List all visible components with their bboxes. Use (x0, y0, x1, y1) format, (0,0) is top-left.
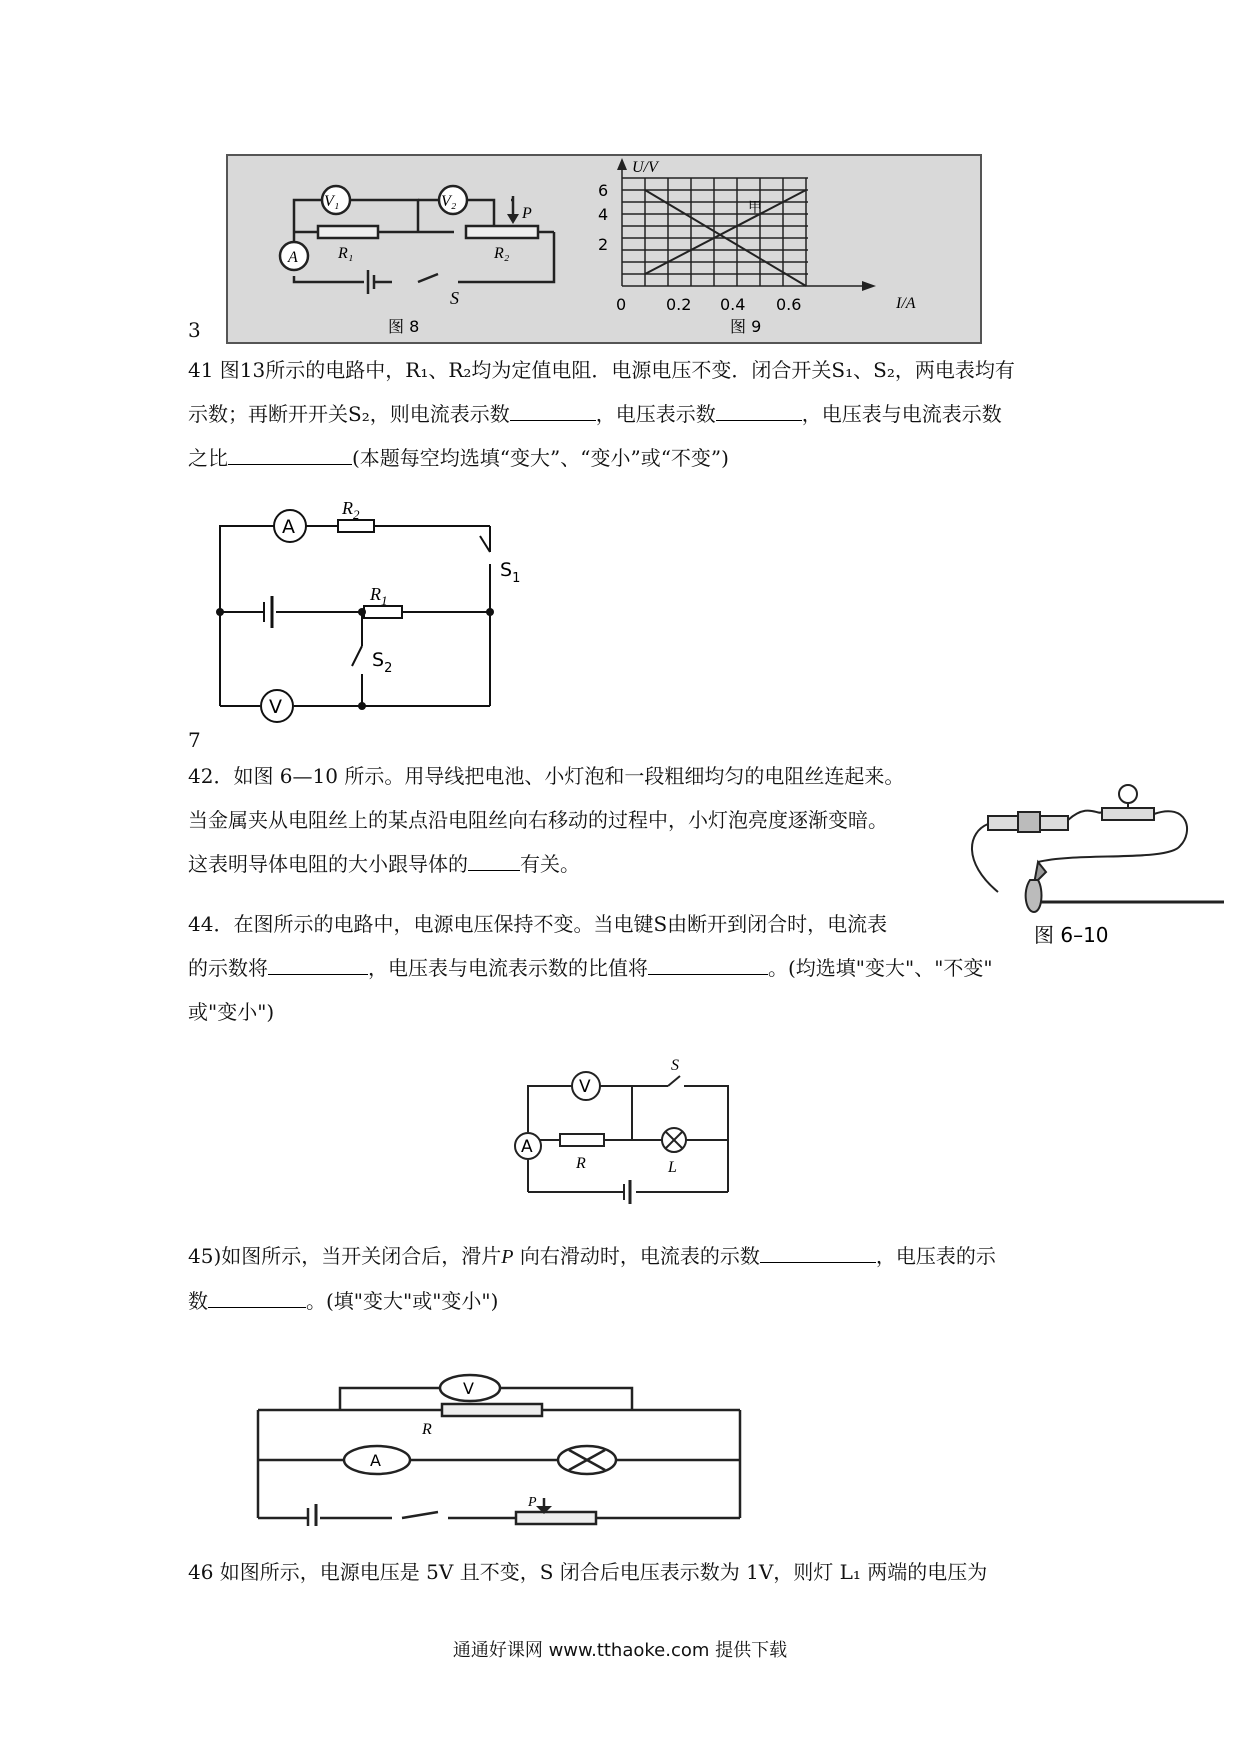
q41-voltmeter-label: V (269, 696, 282, 718)
figure-8-9-drawing (228, 156, 980, 342)
q45-blank-1[interactable] (760, 1238, 876, 1263)
q44-circuit-drawing (508, 1056, 744, 1204)
fig9-y-label: U/V (632, 159, 658, 176)
q41-circuit (210, 496, 530, 724)
question-45 (188, 1234, 1068, 1323)
q44-ammeter-label: A (521, 1137, 533, 1157)
fig-6-10-caption: 图 6–10 (1034, 923, 1109, 947)
q41-blank-1[interactable] (510, 396, 596, 421)
fig-number-3: 3 (188, 318, 201, 342)
fig8-p-label: P (522, 205, 532, 222)
fig8-s-label: S (450, 288, 459, 308)
page-footer: 通通好课网 www.tthaoke.com 提供下载 (452, 1640, 788, 1661)
q45-circuit-drawing (232, 1362, 772, 1526)
fig8-caption: 图 8 (388, 317, 420, 336)
q45-line1: 45)如图所示，当开关闭合后，滑片P 向右滑动时，电流表的示数 ，电压表的示 (188, 1234, 1068, 1279)
fig9-caption: 图 9 (730, 317, 762, 336)
q45-ammeter-label: A (370, 1451, 381, 1470)
q41-circuit-drawing (210, 496, 530, 724)
q41-line1: 41 图13所示的电路中，R₁、R₂均为定值电阻．电源电压不变．闭合开关S₁、S₂，两电表均有 (188, 358, 1015, 382)
fig9-x-label: I/A (896, 295, 916, 312)
fig9-series-label: 甲 (748, 200, 762, 216)
q41-r1-label: $R_1$ (370, 584, 388, 608)
question-42 (188, 754, 988, 886)
fig9-y-tick-6: 6 (598, 181, 609, 200)
q44-r-label: R (576, 1155, 586, 1172)
fig-number-7: 7 (188, 728, 201, 752)
fig8-r1-label: R₁ (338, 245, 354, 262)
question-44 (188, 902, 1068, 1034)
q45-voltmeter-label: V (463, 1379, 474, 1398)
q41-blank-2[interactable] (716, 396, 802, 421)
fig9-x-tick-0.4: 0.4 (720, 295, 746, 314)
q44-line1: 44．在图所示的电路中，电源电压保持不变。当电键S由断开到闭合时，电流表 (188, 912, 888, 936)
fig9-x-tick-0.6: 0.6 (776, 295, 802, 314)
q45-blank-2[interactable] (208, 1283, 306, 1308)
q44-voltmeter-label: V (579, 1077, 591, 1097)
q41-s2-label: $S_2$ (372, 649, 393, 676)
q41-line2: 示数；再断开开关S₂，则电流表示数 ，电压表示数 ，电压表与电流表示数 (188, 392, 1068, 436)
fig9-x-tick-0: 0 (616, 295, 627, 314)
q45-line2: 数 。(填"变大"或"变小") (188, 1279, 1068, 1323)
q42-blank-1[interactable] (468, 846, 520, 871)
fig8-a-label: A (288, 249, 298, 266)
fig8-v1-label: V₁ (324, 193, 340, 210)
fig8-r2-label: R₂ (494, 245, 510, 262)
q44-blank-1[interactable] (268, 950, 368, 975)
q42-line2: 当金属夹从电阻丝上的某点沿电阻丝向右移动的过程中，小灯泡亮度逐渐变暗。 (188, 808, 888, 832)
q44-line3: 或"变小") (188, 1000, 275, 1024)
q44-switch-label: S (671, 1057, 679, 1074)
q45-circuit (232, 1362, 772, 1526)
fig9-x-tick-0.2: 0.2 (666, 295, 692, 314)
q44-line2: 的示数将 ，电压表与电流表示数的比值将 。(均选填"变大"、"不变" (188, 946, 1068, 990)
q41-r2-label: $R_2$ (342, 498, 360, 522)
q41-blank-3[interactable] (228, 440, 352, 465)
q44-l-label: L (668, 1159, 677, 1176)
q41-line3: 之比 (本题每空均选填“变大”、“变小”或“不变”) (188, 436, 1068, 480)
q41-ammeter-label: A (282, 516, 295, 538)
fig8-v2-label: V₂ (441, 193, 457, 210)
q44-blank-2[interactable] (648, 950, 768, 975)
q45-r-label: R (422, 1421, 432, 1438)
q42-line3: 这表明导体电阻的大小跟导体的 有关。 (188, 842, 988, 886)
q44-circuit (508, 1056, 744, 1204)
q42-line1: 42．如图 6—10 所示。用导线把电池、小灯泡和一段粗细均匀的电阻丝连起来。 (188, 764, 905, 788)
q46-line1: 46 如图所示，电源电压是 5V 且不变，S 闭合后电压表示数为 1V，则灯 L₁ 两端的电压为 (188, 1560, 988, 1584)
fig9-y-tick-2: 2 (598, 235, 609, 254)
question-41 (188, 348, 1068, 480)
q41-s1-label: $S_1$ (500, 559, 521, 586)
fig9-y-tick-4: 4 (598, 205, 609, 224)
question-46 (188, 1550, 1068, 1594)
q45-p-label: P (528, 1495, 537, 1510)
figure-8-9-scan (226, 154, 982, 344)
